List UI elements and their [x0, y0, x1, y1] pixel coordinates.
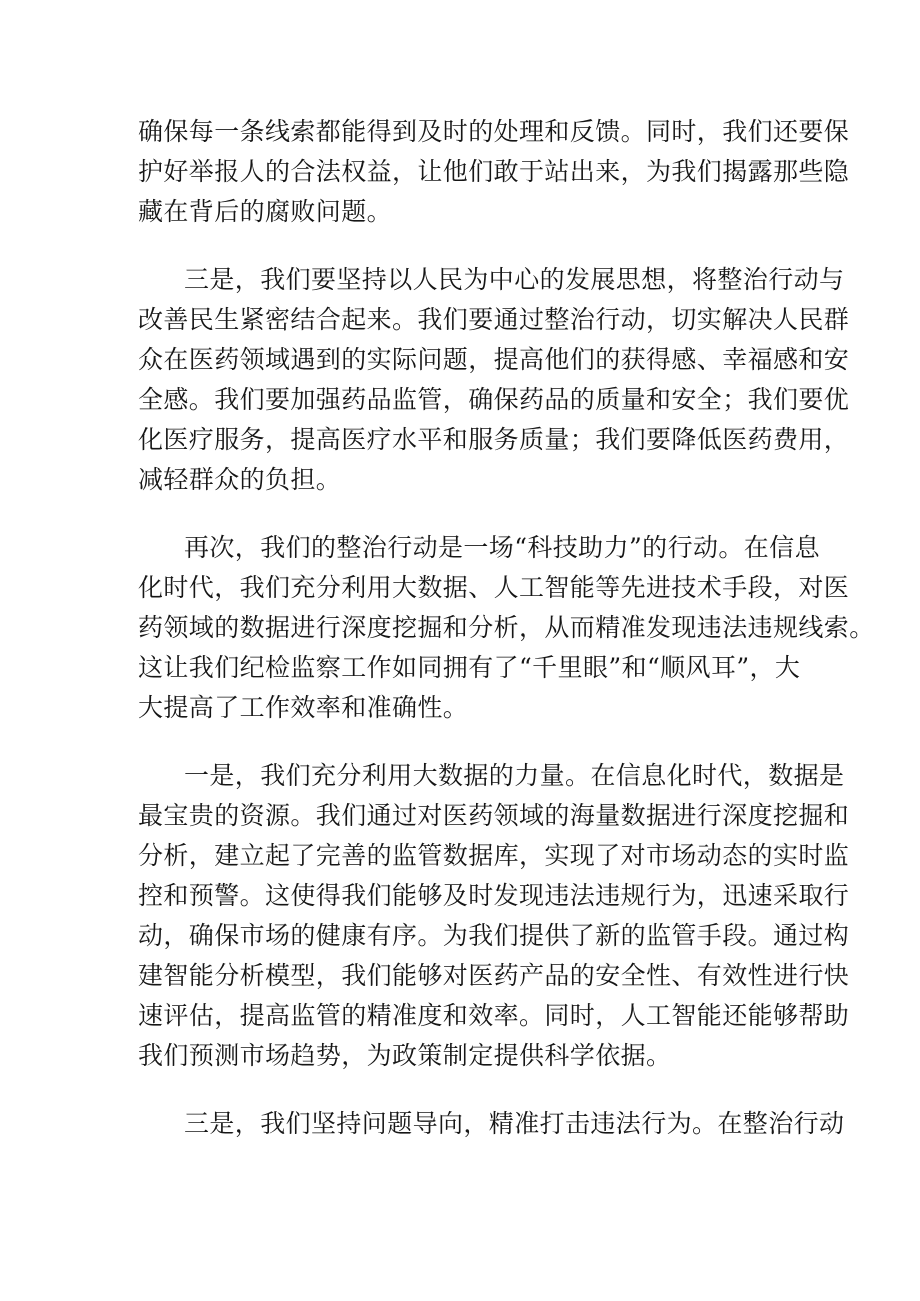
text-line: 一是，我们充分利用大数据的力量。在信息化时代，数据是: [184, 761, 845, 790]
text-line: 众在医药领域遇到的实际问题，提高他们的获得感、幸福感和安: [138, 345, 850, 374]
text-line: 护好举报人的合法权益，让他们敢于站出来，为我们揭露那些隐: [138, 157, 850, 186]
text-line: 再次，我们的整治行动是一场“科技助力”的行动。在信息: [184, 533, 820, 562]
text-line: 分析，建立起了完善的监管数据库，实现了对市场动态的实时监: [138, 841, 850, 870]
text-line: 最宝贵的资源。我们通过对医药领域的海量数据进行深度挖掘和: [138, 801, 850, 830]
text-line: 改善民生紧密结合起来。我们要通过整治行动，切实解决人民群: [138, 305, 850, 334]
text-line: 确保每一条线索都能得到及时的处理和反馈。同时，我们还要保: [138, 117, 850, 146]
text-line: 三是，我们要坚持以人民为中心的发展思想，将整治行动与: [184, 265, 845, 294]
text-line: 藏在背后的腐败问题。: [138, 197, 393, 226]
text-line: 化时代，我们充分利用大数据、人工智能等先进技术手段，对医: [138, 573, 850, 602]
text-line: 大提高了工作效率和准确性。: [138, 693, 469, 722]
paragraph-spacing: [138, 728, 798, 756]
text-line: 建智能分析模型，我们能够对医药产品的安全性、有效性进行快: [138, 961, 850, 990]
text-line: 我们预测市场趋势，为政策制定提供科学依据。: [138, 1041, 672, 1070]
text-line: 药领域的数据进行深度挖掘和分析，从而精准发现违法违规线索。: [138, 613, 875, 642]
text-line: 速评估，提高监管的精准度和效率。同时，人工智能还能够帮助: [138, 1001, 850, 1030]
paragraph: [138, 112, 850, 232]
paragraph-spacing: [138, 500, 798, 528]
text-line: 化医疗服务，提高医疗水平和服务质量；我们要降低医药费用，: [138, 425, 850, 454]
paragraph-spacing: [138, 1076, 798, 1104]
document-body: [138, 112, 875, 1144]
text-line: 全感。我们要加强药品监管，确保药品的质量和安全；我们要优: [138, 385, 850, 414]
text-line: 动，确保市场的健康有序。为我们提供了新的监管手段。通过构: [138, 921, 850, 950]
paragraph: [138, 528, 875, 728]
paragraph: [138, 260, 850, 500]
text-line: 减轻群众的负担。: [138, 465, 342, 494]
paragraph: [138, 756, 850, 1076]
paragraph: [138, 1104, 845, 1144]
paragraph-spacing: [138, 232, 798, 260]
text-line: 三是，我们坚持问题导向，精准打击违法行为。在整治行动: [184, 1109, 845, 1138]
text-line: 控和预警。这使得我们能够及时发现违法违规行为，迅速采取行: [138, 881, 850, 910]
text-line: 这让我们纪检监察工作如同拥有了“千里眼”和“顺风耳”，大: [138, 653, 801, 682]
